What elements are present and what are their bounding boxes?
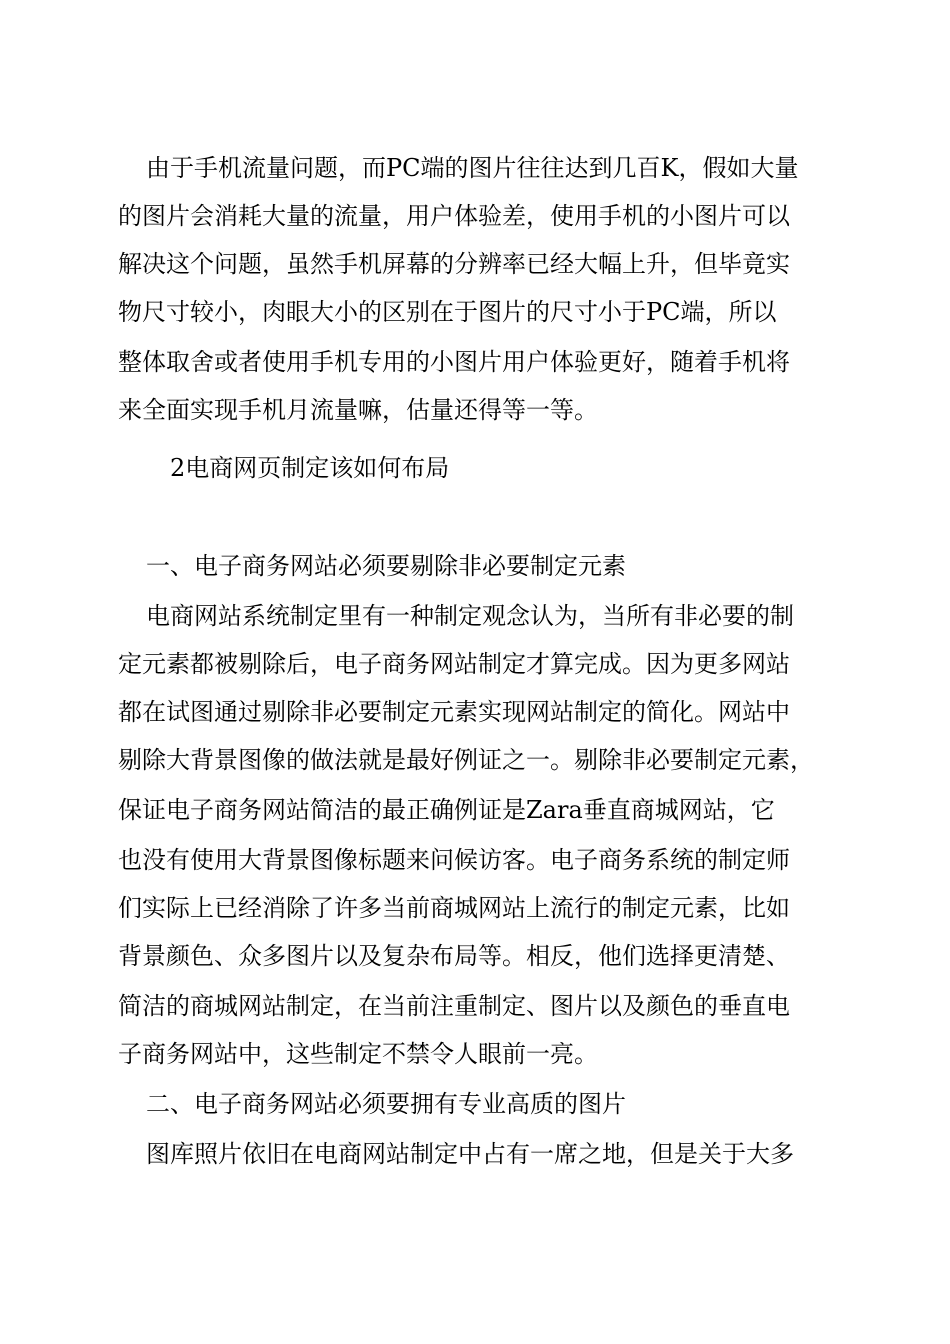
paragraph-line: 背景颜色、众多图片以及复杂布局等。相反，他们选择更清楚、 [118, 942, 790, 970]
paragraph-line: 整体取舍或者使用手机专用的小图片用户体验更好，随着手机将 [118, 348, 790, 376]
paragraph-line: 都在试图通过剔除非必要制定元素实现网站制定的简化。网站中 [118, 698, 790, 726]
paragraph-line: 由于手机流量问题，而PC端的图片往往达到几百K，假如大量 [146, 154, 799, 182]
paragraph-line: 电商网站系统制定里有一种制定观念认为，当所有非必要的制 [146, 602, 794, 630]
paragraph-line: 的图片会消耗大量的流量，用户体验差，使用手机的小图片可以 [118, 202, 790, 230]
paragraph-line: 来全面实现手机月流量嘛，估量还得等一等。 [118, 396, 598, 424]
paragraph-line: 子商务网站中，这些制定不禁令人眼前一亮。 [118, 1040, 598, 1068]
paragraph-line: 也没有使用大背景图像标题来问候访客。电子商务系统的制定师 [118, 846, 790, 874]
subsection-heading: 二、电子商务网站必须要拥有专业高质的图片 [146, 1090, 626, 1118]
subsection-heading: 一、电子商务网站必须要剔除非必要制定元素 [146, 552, 626, 580]
paragraph-line: 图库照片依旧在电商网站制定中占有一席之地，但是关于大多 [146, 1140, 794, 1168]
paragraph-line: 解决这个问题，虽然手机屏幕的分辨率已经大幅上升，但毕竟实 [118, 250, 790, 278]
paragraph-line: 定元素都被剔除后，电子商务网站制定才算完成。因为更多网站 [118, 650, 790, 678]
section-heading: 2电商网页制定该如何布局 [170, 454, 450, 482]
paragraph-line: 们实际上已经消除了许多当前商城网站上流行的制定元素，比如 [118, 894, 790, 922]
paragraph-line: 剔除大背景图像的做法就是最好例证之一。剔除非必要制定元素， [118, 746, 814, 774]
paragraph-line: 保证电子商务网站简洁的最正确例证是Zara垂直商城网站，它 [118, 796, 775, 824]
paragraph-line: 简洁的商城网站制定，在当前注重制定、图片以及颜色的垂直电 [118, 992, 790, 1020]
paragraph-line: 物尺寸较小，肉眼大小的区别在于图片的尺寸小于PC端，所以 [118, 298, 777, 326]
